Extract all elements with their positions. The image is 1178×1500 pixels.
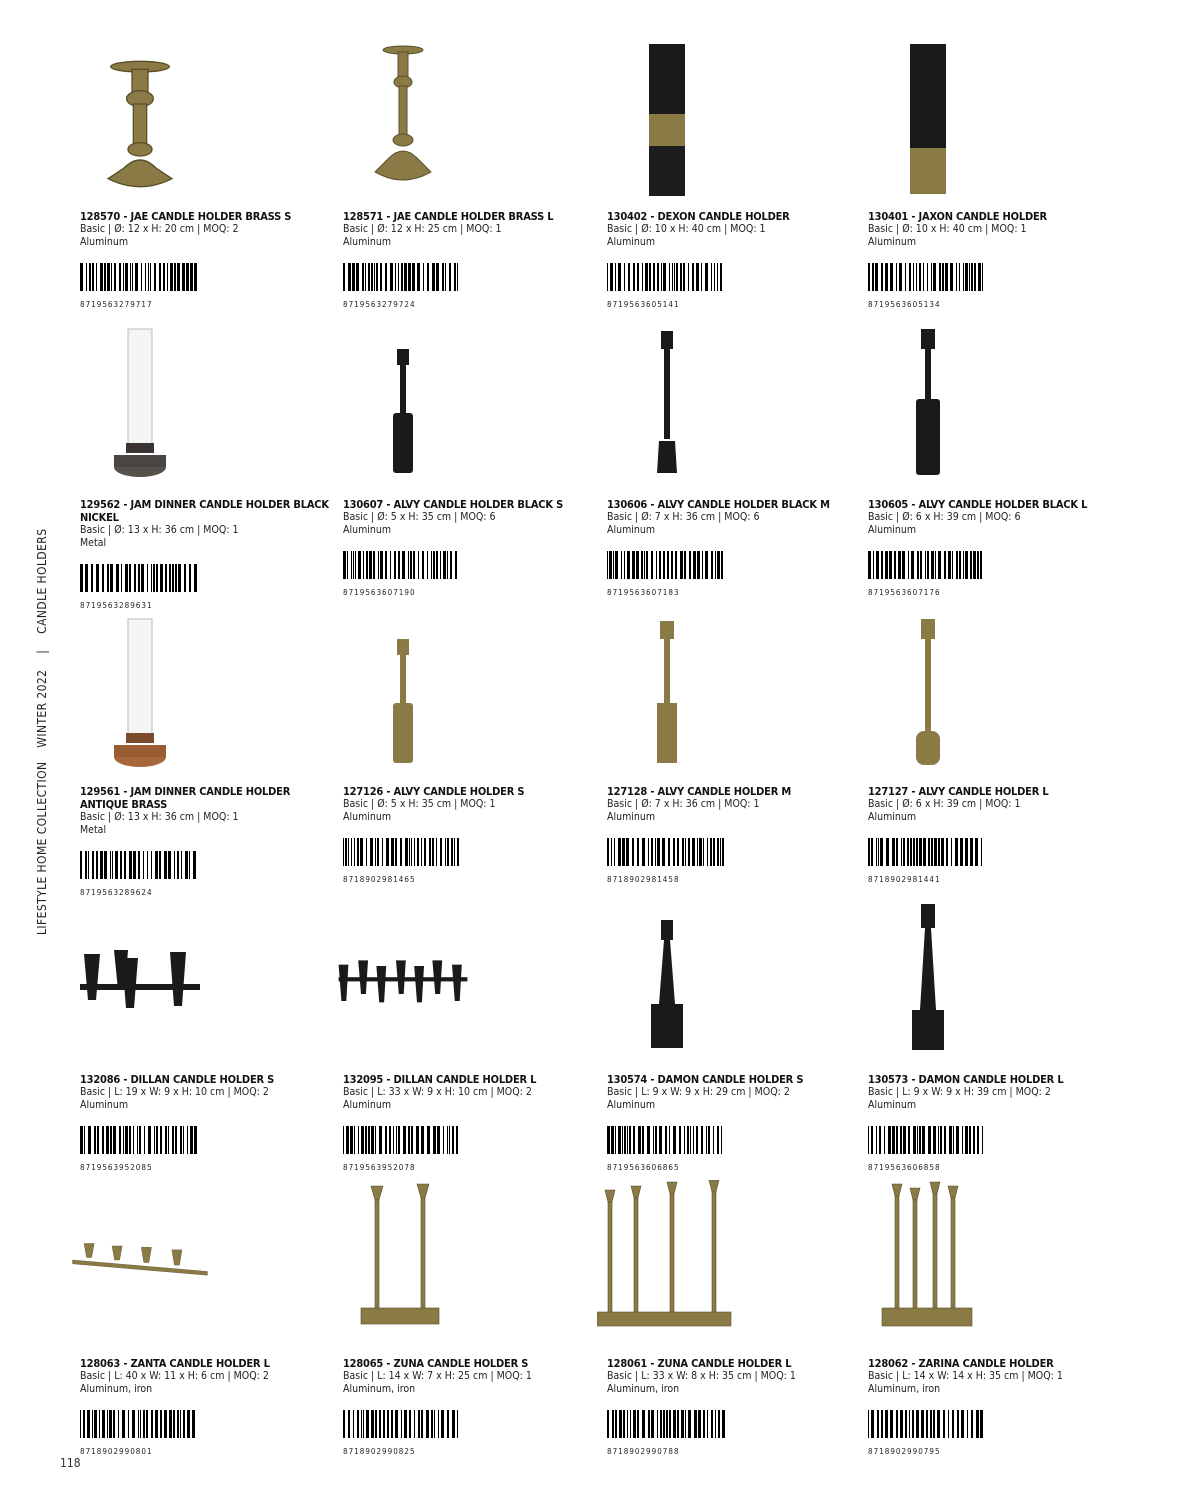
product-title: 127126 - ALVY CANDLE HOLDER S xyxy=(343,785,525,798)
barcode xyxy=(343,838,463,866)
product-title: 132086 - DILLAN CANDLE HOLDER S xyxy=(80,1073,275,1086)
barcode xyxy=(607,1410,727,1438)
product-title: 128062 - ZARINA CANDLE HOLDER xyxy=(868,1357,1054,1370)
barcode xyxy=(607,263,727,291)
ean-number: 8719563289624 xyxy=(80,888,153,897)
product-material: Aluminum xyxy=(868,1099,917,1111)
product-title: 130606 - ALVY CANDLE HOLDER BLACK M xyxy=(607,498,830,511)
barcode xyxy=(868,263,988,291)
product-info xyxy=(607,1357,857,1456)
ean-number: 8719563279717 xyxy=(80,300,153,309)
barcode xyxy=(80,263,200,291)
product-material: Aluminum xyxy=(607,524,656,536)
ean-number: 8718902981441 xyxy=(868,875,941,884)
pedestal-brass-large-icon xyxy=(333,40,473,200)
product-title: 127127 - ALVY CANDLE HOLDER L xyxy=(868,785,1049,798)
season-label: WINTER 2022 xyxy=(35,669,49,748)
product-spec: Basic | L: 9 x W: 9 x H: 39 cm | MOQ: 2 xyxy=(868,1086,1051,1098)
product-info xyxy=(343,785,593,884)
ean-number: 8718902990795 xyxy=(868,1447,941,1456)
stick-brass-large-icon xyxy=(858,615,998,775)
barcode xyxy=(343,1410,463,1438)
tube-black-brass-base-icon xyxy=(858,40,998,200)
product-spec: Basic | L: 14 x W: 7 x H: 25 cm | MOQ: 1 xyxy=(343,1370,532,1382)
barcode xyxy=(607,551,727,579)
product-material: Aluminum, iron xyxy=(343,1383,416,1395)
product-info xyxy=(868,498,1118,597)
product-spec: Basic | Ø: 10 x H: 40 cm | MOQ: 1 xyxy=(607,223,766,235)
product-material: Metal xyxy=(80,824,107,836)
barcode xyxy=(868,1126,988,1154)
section-title: CANDLE HOLDERS xyxy=(35,528,49,634)
product-info xyxy=(868,210,1118,309)
ean-number: 8719563606865 xyxy=(607,1163,680,1172)
product-material: Aluminum xyxy=(607,1099,656,1111)
product-spec: Basic | L: 14 x W: 14 x H: 35 cm | MOQ: 1 xyxy=(868,1370,1063,1382)
barcode xyxy=(80,1410,200,1438)
stick-brass-small-icon xyxy=(333,615,473,775)
product-spec: Basic | L: 33 x W: 8 x H: 35 cm | MOQ: 1 xyxy=(607,1370,796,1382)
ean-number: 8719563607176 xyxy=(868,588,941,597)
product-spec: Basic | Ø: 5 x H: 35 cm | MOQ: 1 xyxy=(343,798,496,810)
tube-black-brass-band-icon xyxy=(597,40,737,200)
glass-hurricane-nickel-icon xyxy=(70,325,210,485)
product-info xyxy=(343,1357,593,1456)
barcode xyxy=(607,838,727,866)
glass-hurricane-copper-icon xyxy=(70,615,210,775)
ean-number: 8719563952085 xyxy=(80,1163,153,1172)
product-material: Aluminum xyxy=(343,236,392,248)
product-material: Aluminum xyxy=(343,524,392,536)
ean-number: 8719563607183 xyxy=(607,588,680,597)
page-number: 118 xyxy=(60,1456,81,1470)
product-material: Aluminum, iron xyxy=(80,1383,153,1395)
product-material: Aluminum xyxy=(80,1099,129,1111)
product-material: Aluminum xyxy=(80,236,129,248)
product-material: Aluminum xyxy=(868,524,917,536)
barcode xyxy=(343,1126,463,1154)
ean-number: 8719563289631 xyxy=(80,601,153,610)
product-material: Aluminum xyxy=(607,811,656,823)
bar-four-cup-brass-icon xyxy=(70,1180,210,1340)
block-black-small-icon xyxy=(597,900,737,1060)
ean-number: 8719563952078 xyxy=(343,1163,416,1172)
sidebar-separator: | xyxy=(35,649,49,654)
product-material: Aluminum xyxy=(868,236,917,248)
pedestal-brass-small-icon xyxy=(70,40,210,200)
stick-black-small-icon xyxy=(333,325,473,485)
product-info xyxy=(607,1073,857,1172)
product-info xyxy=(607,210,857,309)
ean-number: 8718902981458 xyxy=(607,875,680,884)
two-stem-brass-icon xyxy=(333,1180,473,1340)
ean-number: 8718902981465 xyxy=(343,875,416,884)
product-title: 128570 - JAE CANDLE HOLDER BRASS S xyxy=(80,210,292,223)
ean-number: 8719563605134 xyxy=(868,300,941,309)
ean-number: 8718902990788 xyxy=(607,1447,680,1456)
product-title: 130607 - ALVY CANDLE HOLDER BLACK S xyxy=(343,498,564,511)
four-stem-brass-cluster-icon xyxy=(858,1180,998,1340)
product-info xyxy=(868,785,1118,884)
product-info xyxy=(607,498,857,597)
ean-number: 8719563605141 xyxy=(607,300,680,309)
product-spec: Basic | Ø: 7 x H: 36 cm | MOQ: 6 xyxy=(607,511,760,523)
product-title: 130402 - DEXON CANDLE HOLDER xyxy=(607,210,790,223)
ean-number: 8719563279724 xyxy=(343,300,416,309)
product-title: 129562 - JAM DINNER CANDLE HOLDER BLACK NICKEL xyxy=(80,498,329,524)
product-spec: Basic | Ø: 10 x H: 40 cm | MOQ: 1 xyxy=(868,223,1027,235)
barcode xyxy=(343,551,463,579)
barcode xyxy=(80,1126,200,1154)
barcode xyxy=(80,564,200,592)
product-title: 128065 - ZUNA CANDLE HOLDER S xyxy=(343,1357,529,1370)
product-spec: Basic | L: 40 x W: 11 x H: 6 cm | MOQ: 2 xyxy=(80,1370,269,1382)
product-title: 130573 - DAMON CANDLE HOLDER L xyxy=(868,1073,1064,1086)
ean-number: 8718902990801 xyxy=(80,1447,153,1456)
product-spec: Basic | Ø: 12 x H: 25 cm | MOQ: 1 xyxy=(343,223,502,235)
product-material: Aluminum xyxy=(607,236,656,248)
product-info xyxy=(80,1357,330,1456)
product-material: Aluminum, iron xyxy=(868,1383,941,1395)
product-info xyxy=(343,498,593,597)
barcode xyxy=(607,1126,727,1154)
product-material: Aluminum xyxy=(343,1099,392,1111)
product-title: 130401 - JAXON CANDLE HOLDER xyxy=(868,210,1047,223)
product-title: 130605 - ALVY CANDLE HOLDER BLACK L xyxy=(868,498,1088,511)
product-material: Aluminum xyxy=(343,811,392,823)
product-spec: Basic | L: 19 x W: 9 x H: 10 cm | MOQ: 2 xyxy=(80,1086,269,1098)
product-spec: Basic | L: 33 x W: 9 x H: 10 cm | MOQ: 2 xyxy=(343,1086,532,1098)
barcode xyxy=(343,263,463,291)
product-info xyxy=(868,1357,1118,1456)
product-info xyxy=(868,1073,1118,1172)
product-spec: Basic | L: 9 x W: 9 x H: 29 cm | MOQ: 2 xyxy=(607,1086,790,1098)
ean-number: 8719563607190 xyxy=(343,588,416,597)
product-title: 128063 - ZANTA CANDLE HOLDER L xyxy=(80,1357,270,1370)
product-material: Aluminum, iron xyxy=(607,1383,680,1395)
product-spec: Basic | Ø: 6 x H: 39 cm | MOQ: 1 xyxy=(868,798,1021,810)
product-title: 128571 - JAE CANDLE HOLDER BRASS L xyxy=(343,210,554,223)
product-material: Aluminum xyxy=(868,811,917,823)
product-spec: Basic | Ø: 13 x H: 36 cm | MOQ: 1 xyxy=(80,811,239,823)
product-info xyxy=(343,210,593,309)
multi-cup-black-large-icon xyxy=(333,900,473,1060)
product-spec: Basic | Ø: 12 x H: 20 cm | MOQ: 2 xyxy=(80,223,239,235)
ean-number: 8718902990825 xyxy=(343,1447,416,1456)
product-info xyxy=(607,785,857,884)
collection-name: LIFESTYLE HOME COLLECTION xyxy=(35,761,49,935)
product-material: Metal xyxy=(80,537,107,549)
product-spec: Basic | Ø: 13 x H: 36 cm | MOQ: 1 xyxy=(80,524,239,536)
product-spec: Basic | Ø: 6 x H: 39 cm | MOQ: 6 xyxy=(868,511,1021,523)
barcode xyxy=(868,838,988,866)
barcode xyxy=(80,851,200,879)
product-info xyxy=(80,1073,330,1172)
product-info xyxy=(343,1073,593,1172)
product-title: 132095 - DILLAN CANDLE HOLDER L xyxy=(343,1073,537,1086)
product-title: 129561 - JAM DINNER CANDLE HOLDER ANTIQUE BRASS xyxy=(80,785,291,811)
barcode xyxy=(868,551,988,579)
product-info xyxy=(80,498,330,610)
product-spec: Basic | Ø: 7 x H: 36 cm | MOQ: 1 xyxy=(607,798,760,810)
four-stem-brass-wide-icon xyxy=(597,1180,737,1340)
multi-cup-black-small-icon xyxy=(70,900,210,1060)
barcode xyxy=(868,1410,988,1438)
product-title: 128061 - ZUNA CANDLE HOLDER L xyxy=(607,1357,792,1370)
stick-brass-medium-icon xyxy=(597,615,737,775)
product-info xyxy=(80,210,330,309)
block-black-large-icon xyxy=(858,900,998,1060)
ean-number: 8719563606858 xyxy=(868,1163,941,1172)
product-title: 130574 - DAMON CANDLE HOLDER S xyxy=(607,1073,804,1086)
stick-black-large-icon xyxy=(858,325,998,485)
stick-black-medium-icon xyxy=(597,325,737,485)
product-spec: Basic | Ø: 5 x H: 35 cm | MOQ: 6 xyxy=(343,511,496,523)
product-title: 127128 - ALVY CANDLE HOLDER M xyxy=(607,785,792,798)
product-info xyxy=(80,785,330,897)
